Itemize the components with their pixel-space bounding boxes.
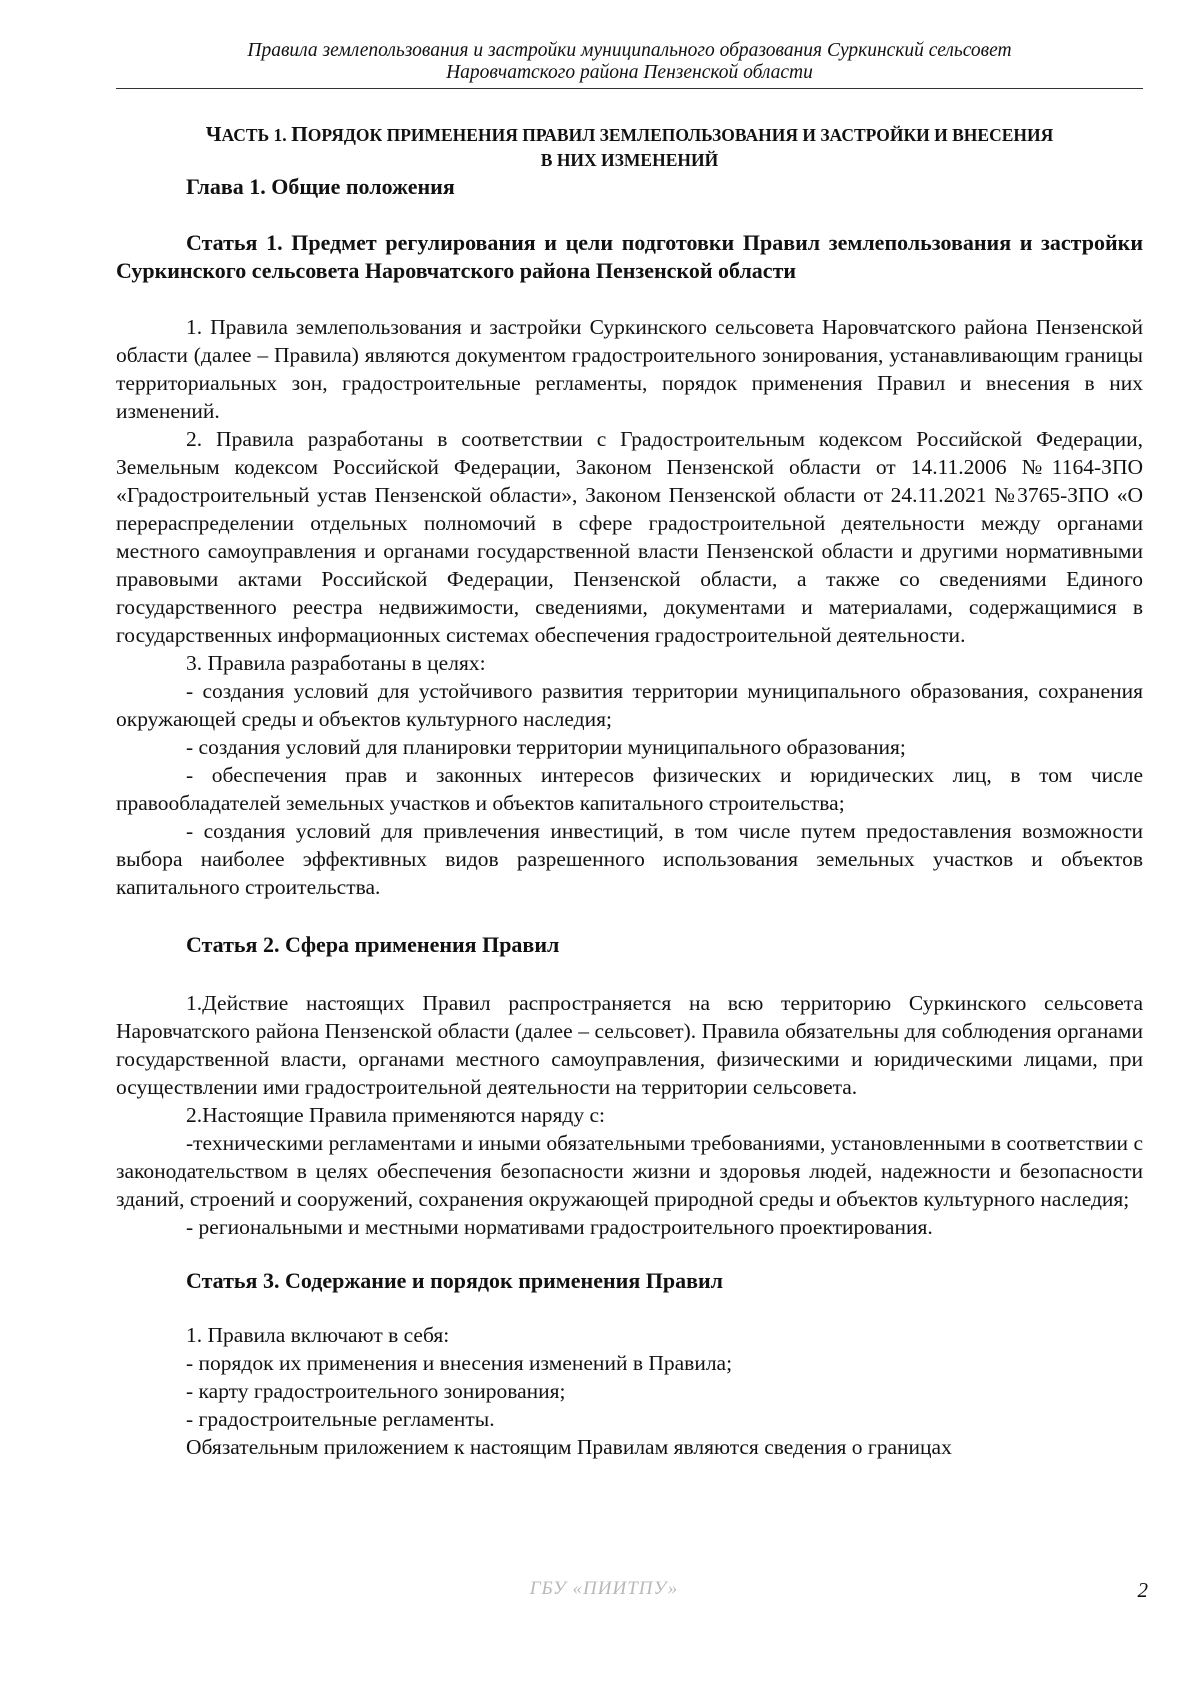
article-3-paragraph-4: - градостроительные регламенты.: [186, 1407, 495, 1431]
article-3-title: Статья 3. Содержание и порядок применения Правил: [186, 1268, 723, 1293]
page-number: 2: [1137, 1578, 1148, 1602]
article-3-paragraph-5: Обязательным приложением к настоящим Правилам являются сведения о границах: [186, 1435, 952, 1459]
article-3-paragraph-1: 1. Правила включают в себя:: [186, 1323, 450, 1347]
article-1-paragraph-3: 3. Правила разработаны в целях:: [186, 651, 486, 675]
article-1-title: Статья 1. Предмет регулирования и цели подготовки Правил землепользования и застройки Суркинского сельсовета Наровчатского района Пензенской области: [116, 230, 1143, 283]
running-header: [116, 40, 1143, 84]
footer-watermark: ГБУ «ПИИТПУ»: [529, 1578, 679, 1599]
article-3-paragraph-3: - карту градостроительного зонирования;: [186, 1379, 566, 1403]
document-body: [116, 122, 1143, 1461]
part-title-line-2: В НИХ ИЗМЕНЕНИЙ: [540, 150, 719, 170]
article-2-paragraph-1: 1.Действие настоящих Правил распространяется на всю территорию Суркинского сельсовета Наровчатского района Пензенской области (далее – сельсовет). Правила обязательны для соблюдения органами государственной власти, органами местного самоуправления, физическими и юридическими лицами, при осуществлении ими градостроительной деятельности на территории сельсовета.: [116, 991, 1143, 1099]
article-1-paragraph-6: - обеспечения прав и законных интересов физических и юридических лиц, в том числе правообладателей земельных участков и объектов капитального строительства;: [116, 763, 1143, 815]
article-1-paragraph-5: - создания условий для планировки территории муниципального образования;: [186, 735, 906, 759]
article-1-paragraph-7: - создания условий для привлечения инвестиций, в том числе путем предоставления возможности выбора наиболее эффективных видов разрешенного использования земельных участков и объектов капитального строительства.: [116, 819, 1143, 899]
article-3-paragraph-2: - порядок их применения и внесения изменений в Правила;: [186, 1351, 733, 1375]
article-1-paragraph-1: 1. Правила землепользования и застройки Суркинского сельсовета Наровчатского района Пензенской области (далее – Правила) являются документом градостроительного зонирования, устанавливающим границы территориальных зон, градостроительные регламенты, порядок применения Правил и внесения в них изменений.: [116, 315, 1143, 423]
header-line-1: Правила землепользования и застройки муниципального образования Суркинский сельсовет: [247, 40, 1012, 61]
article-1-paragraph-2: 2. Правила разработаны в соответствии с Градостроительным кодексом Российской Федерации, Земельным кодексом Российской Федерации, Законом Пензенской области от 14.11.2006 №1164-ЗПО «Градостроительный устав Пензенской области», Законом Пензенской области от 24.11.2021 №3765-ЗПО «О перераспределении отдельных полномочий в сфере градостроительной деятельности между органами местного самоуправления и органами государственной власти Пензенской области и другими нормативными правовыми актами Российской Федерации, Пензенской области, а также со сведениями Единого государственного реестра недвижимости, сведениями, документами и материалами, содержащимися в государственных информационных системах обеспечения градостроительной деятельности.: [116, 427, 1143, 647]
article-2-paragraph-2: 2.Настоящие Правила применяются наряду с:: [186, 1103, 605, 1127]
article-2-paragraph-3: -техническими регламентами и иными обязательными требованиями, установленными в соответствии с законодательством в целях обеспечения безопасности жизни и здоровья людей, надежности и безопасности зданий, строений и сооружений, сохранения окружающей природной среды и объектов культурного наследия;: [116, 1131, 1143, 1211]
article-2-title: Статья 2. Сфера применения Правил: [186, 932, 560, 957]
article-2-paragraph-4: - региональными и местными нормативами градостроительного проектирования.: [186, 1215, 933, 1239]
header-divider: [116, 88, 1143, 89]
chapter-title: Глава 1. Общие положения: [186, 174, 455, 199]
header-line-2: Наровчатского района Пензенской области: [446, 62, 813, 83]
part-title: ЧАСТЬ 1. ПОРЯДОК ПРИМЕНЕНИЯ ПРАВИЛ ЗЕМЛЕПОЛЬЗОВАНИЯ И ЗАСТРОЙКИ И ВНЕСЕНИЯ В НИХ ИЗМЕНЕНИЙ: [205, 122, 1054, 170]
article-1-paragraph-4: - создания условий для устойчивого развития территории муниципального образования, сохранения окружающей среды и объектов культурного наследия;: [116, 679, 1143, 731]
